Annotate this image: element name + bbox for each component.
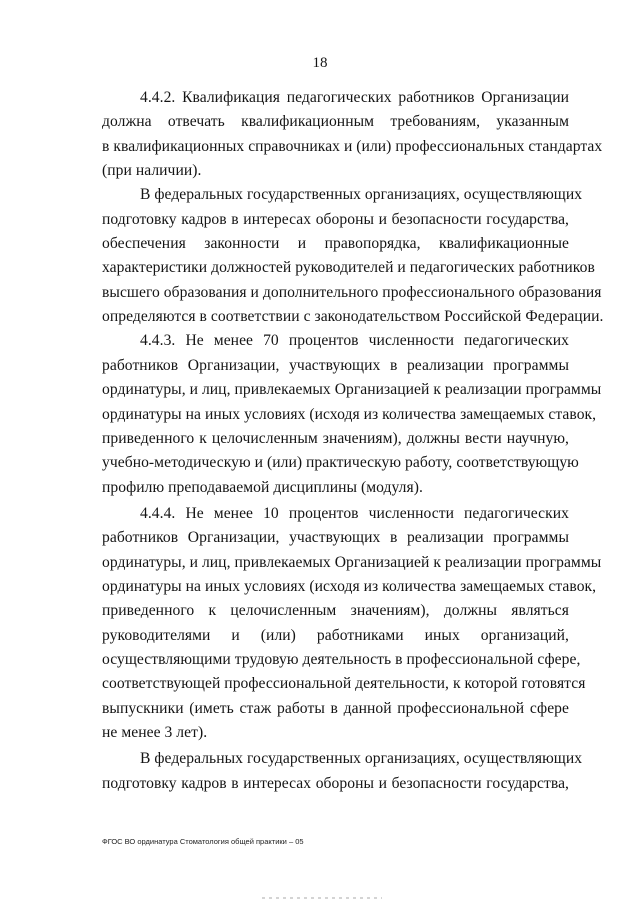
text-line: учебно-методическую и (или) практическую работу, соответствующую (102, 454, 579, 471)
text-line: (при наличии). (102, 162, 202, 179)
text-line: высшего образования и дополнительного профессионального образования (102, 284, 602, 301)
text-line: ординатуры, и лиц, привлекаемых Организацией к реализации программы (102, 381, 602, 398)
text-line: подготовку кадров в интересах обороны и безопасности государства, (102, 775, 569, 792)
text-line: профилю преподаваемой дисциплины (модуля). (102, 479, 423, 496)
page-number: 18 (312, 55, 328, 71)
text-line: характеристики должностей руководителей и педагогических работников (102, 259, 595, 276)
text-line: В федеральных государственных организациях, осуществляющих (140, 750, 583, 767)
text-line: 4.4.3. Не менее 70 процентов численности педагогических (140, 332, 569, 349)
text-line: должна отвечать квалификационным требованиям, указанным (102, 113, 569, 130)
text-line: приведенного к целочисленным значениям), должны вести научную, (102, 430, 569, 447)
text-line: осуществляющими трудовую деятельность в профессиональной сфере, (102, 651, 581, 668)
text-line: не менее 3 лет). (102, 724, 208, 741)
scan-artifact (262, 897, 382, 899)
text-line: 4.4.2. Квалификация педагогических работников Организации (140, 89, 569, 106)
text-line: ординатуры на иных условиях (исходя из количества замещаемых ставок, (102, 578, 597, 595)
document-footer: ФГОС ВО ординатура Стоматология общей практики – 05 (102, 837, 304, 846)
text-line: определяются в соответствии с законодательством Российской Федерации. (102, 308, 604, 325)
text-line: подготовку кадров в интересах обороны и безопасности государства, (102, 211, 569, 228)
text-line: руководителями и (или) работниками иных организаций, (102, 627, 569, 644)
text-line: обеспечения законности и правопорядка, квалификационные (102, 235, 569, 252)
text-line: приведенного к целочисленным значениям), должны являться (102, 602, 569, 619)
text-line: соответствующей профессиональной деятельности, к которой готовятся (102, 675, 586, 692)
text-line: выпускники (иметь стаж работы в данной профессиональной сфере (102, 700, 569, 717)
text-line: ординатуры, и лиц, привлекаемых Организацией к реализации программы (102, 554, 602, 571)
text-line: работников Организации, участвующих в реализации программы (102, 357, 569, 374)
text-line: В федеральных государственных организациях, осуществляющих (140, 186, 583, 203)
text-line: 4.4.4. Не менее 10 процентов численности педагогических (140, 505, 569, 522)
text-line: работников Организации, участвующих в реализации программы (102, 529, 569, 546)
text-line: ординатуры на иных условиях (исходя из количества замещаемых ставок, (102, 406, 597, 423)
text-line: в квалификационных справочниках и (или) профессиональных стандартах (102, 138, 603, 155)
